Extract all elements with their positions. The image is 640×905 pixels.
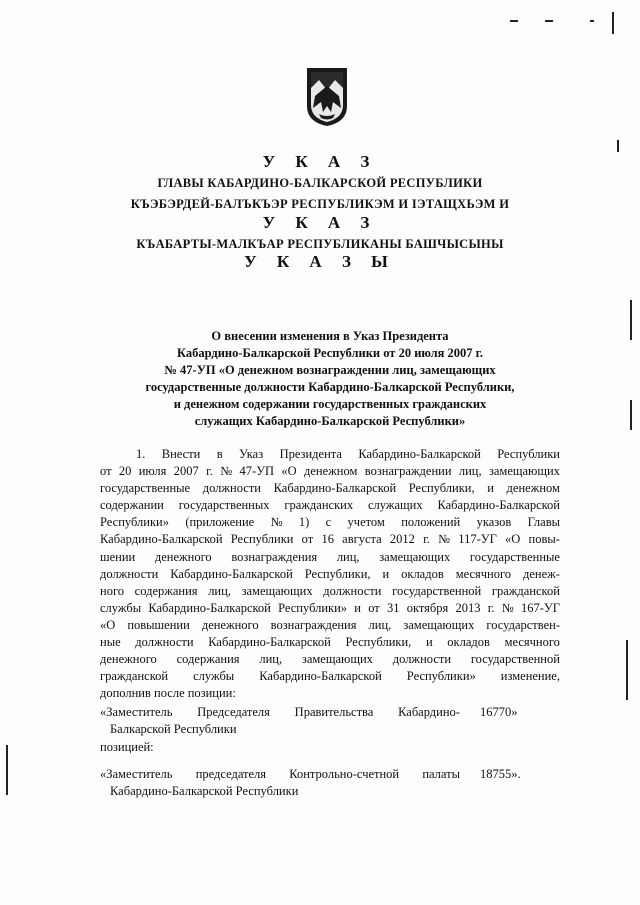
entry-name-line: Балкарской Республики [110, 722, 237, 736]
scan-mark [510, 20, 518, 22]
entry-salary-value: 16770» [480, 705, 518, 719]
issuer-line-balkar: КЪАБАРТЫ-МАЛКЪАР РЕСПУБЛИКАНЫ БАШЧЫСЫНЫ [136, 237, 504, 251]
title-line: государственные должности Кабардино-Балкарской Республики, [145, 380, 515, 394]
entry-name-line: «Заместитель Председателя Правительства Кабардино- [100, 705, 460, 719]
body-line: от 20 июля 2007 г. № 47-УП «О денежном вознаграждении лиц, замещающих [100, 464, 560, 479]
body-line: 1. Внести в Указ Президента Кабардино-Балкарской Республики [136, 447, 560, 461]
document-title [100, 328, 560, 430]
body-line: ного содержания лиц, замещающих должности государственной гражданской [100, 583, 560, 598]
body-line: гражданской службы Кабардино-Балкарской Республики» изменение, [100, 669, 560, 684]
body-line: должности Кабардино-Балкарской Республики, и окладов месячного денеж- [100, 566, 560, 581]
body-line: «О повышении денежного вознаграждения лиц, замещающих государствен- [100, 617, 560, 632]
body-line: ные должности Кабардино-Балкарской Республики, и окладов месячного [100, 635, 560, 650]
entry-salary-value: 18755». [480, 767, 521, 781]
body-paragraph [100, 446, 560, 702]
scan-mark [630, 300, 632, 340]
position-label: позицией: [100, 740, 154, 754]
title-line: Кабардино-Балкарской Республики от 20 июля 2007 г. [176, 346, 484, 360]
body-line: дополнив после позиции: [100, 686, 236, 701]
issuer-line-kabardian: КЪЭБЭРДЕЙ-БАЛЪКЪЭР РЕСПУБЛИКЭМ И ІЭТАЩХЬЭМ И [130, 197, 510, 211]
body-line: содержании государственных гражданских служащих Кабардино-Балкарской [100, 498, 560, 513]
scan-mark [626, 640, 628, 700]
scan-mark [6, 745, 8, 795]
decree-heading: У К А З [262, 152, 378, 171]
body-line: службы Кабардино-Балкарской Республики» и от 31 октября 2013 г. № 167-УГ [100, 600, 560, 615]
scan-mark [612, 12, 614, 34]
scan-mark [545, 20, 553, 22]
issuer-line-russian: ГЛАВЫ КАБАРДИНО-БАЛКАРСКОЙ РЕСПУБЛИКИ [157, 176, 483, 190]
scan-mark [617, 140, 619, 152]
title-line: и денежном содержании государственных гражданских [173, 397, 487, 411]
scan-mark [630, 400, 632, 430]
decree-heading-kabardian: У К А З [262, 213, 378, 232]
entry-name-line: Кабардино-Балкарской Республики [110, 784, 299, 798]
body-line: денежного содержания лиц, замещающих должности государственной [100, 652, 560, 667]
title-line: О внесении изменения в Указ Президента [211, 329, 449, 343]
body-line: Кабардино-Балкарской Республики от 16 августа 2012 г. № 117-УГ «О повы- [100, 532, 560, 547]
position-entry-new [100, 766, 570, 800]
coat-of-arms-icon [305, 66, 349, 128]
scan-mark [590, 20, 594, 22]
entry-name-line: «Заместитель председателя Контрольно-счетной палаты [100, 767, 460, 781]
body-line: государственные должности Кабардино-Балкарской Республики, и денежном [100, 481, 560, 496]
title-line: служащих Кабардино-Балкарской Республики» [194, 414, 466, 428]
body-line: шении денежного вознаграждения лиц, замещающих государственные [100, 549, 560, 564]
position-entry-existing [100, 704, 570, 738]
body-line: Республики» (приложение № 1) с учетом положений указов Главы [100, 515, 560, 530]
decree-heading-balkar: У К А З Ы [244, 252, 396, 271]
title-line: № 47-УП «О денежном вознаграждении лиц, замещающих [164, 363, 496, 377]
